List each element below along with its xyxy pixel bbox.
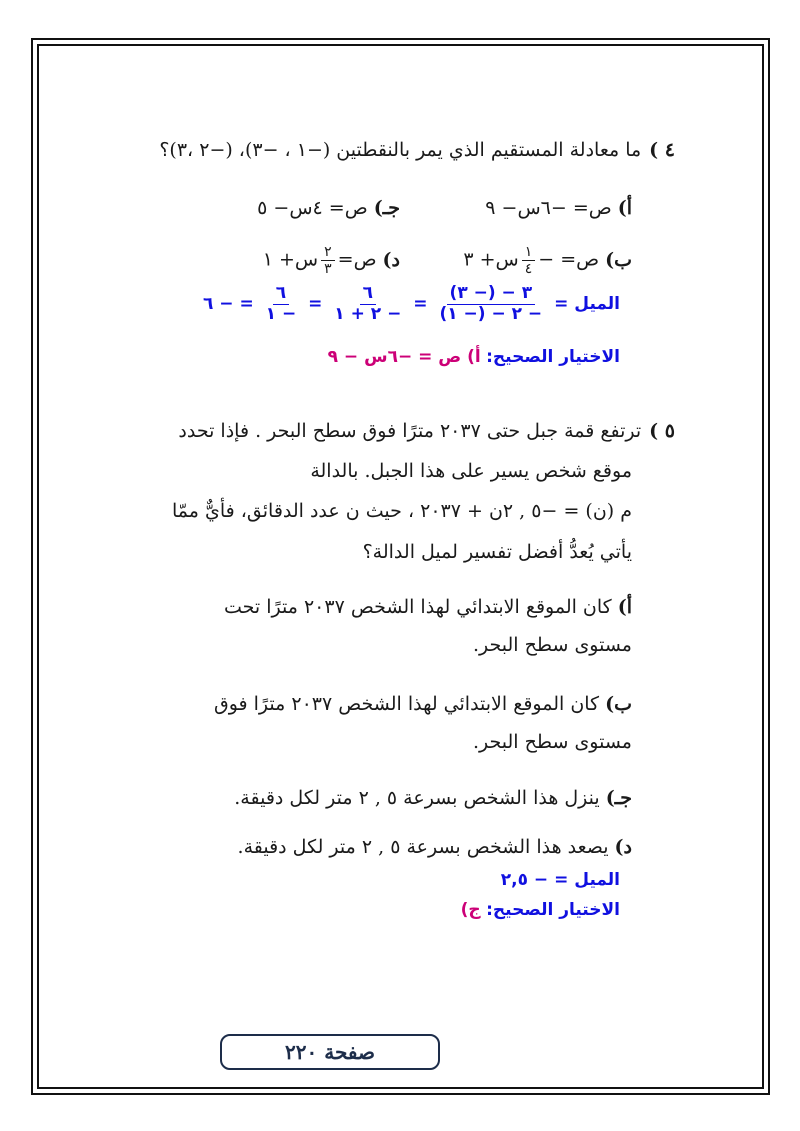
page-number-badge <box>220 1034 440 1070</box>
question-4-text: ما معادلة المستقيم الذي يمر بالنقطتين (−١ ، −٣)، (−٢ ،٣)؟ <box>159 139 642 161</box>
q4-option-a-letter: أ) <box>617 197 632 219</box>
equals-sign: = <box>413 294 428 315</box>
fraction-denominator: ٤ <box>524 261 533 278</box>
q4-option-c <box>257 197 400 219</box>
q4-option-b-fraction <box>522 244 536 277</box>
fraction-numerator: ٦ <box>360 284 376 305</box>
q4-option-d-pre: ص= <box>337 248 377 271</box>
q5-option-a-letter: أ) <box>617 596 632 618</box>
q5-option-c-text: ينزل هذا الشخص بسرعة ٥ , ٢ متر لكل دقيقة. <box>234 787 600 809</box>
q5-answer <box>461 900 620 920</box>
q5-option-d-letter: د) <box>614 836 632 858</box>
q5-option-d-text: يصعد هذا الشخص بسرعة ٥ , ٢ متر لكل دقيقة. <box>237 836 609 858</box>
q5-option-b-line-1: كان الموقع الابتدائي لهذا الشخص ٢٠٣٧ مترًا فوق <box>213 693 600 715</box>
question-5-number: ٥ ) <box>649 420 675 442</box>
equals-sign: = <box>239 294 254 315</box>
fraction-denominator: ٣ <box>324 261 332 278</box>
question-5 <box>178 420 675 442</box>
fraction-denominator: − ٢ + ١ <box>334 303 402 324</box>
question-4-number: ٤ ) <box>649 139 675 161</box>
q4-option-b-pre: ص= − <box>538 248 600 271</box>
q5-option-b-letter: ب) <box>605 693 632 715</box>
question-4 <box>159 139 675 161</box>
q4-option-a-text: ص= −٦س− ٩ <box>485 197 612 219</box>
slope-label: الميل = <box>554 294 620 315</box>
q4-option-a <box>485 197 632 219</box>
slope-result: − ٦ <box>202 294 234 315</box>
answer-value: ج) <box>460 900 481 920</box>
q4-option-c-text: ص= ٤س− ٥ <box>257 197 368 219</box>
slope-fraction-3 <box>263 284 300 324</box>
q4-option-b-post: س+ ٣ <box>463 248 519 271</box>
page-number: صفحة ٢٢٠ <box>285 1040 375 1064</box>
q4-option-c-letter: جـ) <box>373 197 400 219</box>
fraction-numerator: ٦ <box>273 284 289 305</box>
answer-label: الاختيار الصحيح: <box>486 900 620 920</box>
fraction-denominator: − ١ <box>265 303 297 324</box>
question-5-line-1: ترتفع قمة جبل حتى ٢٠٣٧ مترًا فوق سطح البحر . فإذا تحدد <box>178 420 642 442</box>
slope-value: − ٢,٥ <box>500 870 549 890</box>
fraction-numerator: ٢ <box>321 244 335 261</box>
equals-sign: = <box>308 294 323 315</box>
q4-option-b <box>463 244 632 277</box>
question-5-line-3: م (ن) = −٥ , ٢ن + ٢٠٣٧ ، حيث ن عدد الدقائق، فأيٌّ ممّا <box>171 500 632 522</box>
fraction-denominator: − ٢ − (− ١) <box>439 303 543 324</box>
page-border-inner <box>37 44 764 1089</box>
q4-option-b-letter: ب) <box>605 248 632 271</box>
q4-slope-calculation <box>203 284 620 324</box>
q5-option-a-line-1: كان الموقع الابتدائي لهذا الشخص ٢٠٣٧ مترًا تحت <box>224 596 612 618</box>
q5-option-b-line-2: مستوى سطح البحر. <box>473 731 632 753</box>
q5-option-b <box>214 693 632 715</box>
q5-option-a <box>224 596 632 618</box>
fraction-numerator: ١ <box>522 244 536 261</box>
q4-option-d-fraction <box>321 244 335 277</box>
q4-option-d <box>263 244 400 277</box>
answer-label: الاختيار الصحيح: <box>486 347 620 367</box>
q5-slope <box>501 870 620 890</box>
q5-option-c <box>234 787 632 809</box>
question-5-line-2: موقع شخص يسير على هذا الجبل. بالدالة <box>310 460 632 482</box>
question-5-line-4: يأتي يُعدُّ أفضل تفسير لميل الدالة؟ <box>362 541 632 563</box>
slope-fraction-1 <box>436 284 545 324</box>
q5-option-c-letter: جـ) <box>605 787 632 809</box>
q4-option-d-letter: د) <box>382 248 400 271</box>
slope-label: الميل = <box>554 870 620 890</box>
slope-fraction-2 <box>331 284 404 324</box>
q4-option-d-post: س+ ١ <box>262 248 319 271</box>
q5-option-d <box>238 836 632 858</box>
q4-answer <box>328 347 620 367</box>
answer-value: أ) ص = −٦س − ٩ <box>327 347 481 367</box>
q5-option-a-line-2: مستوى سطح البحر. <box>473 634 632 656</box>
fraction-numerator: ٣ − (− ٣) <box>447 284 536 305</box>
